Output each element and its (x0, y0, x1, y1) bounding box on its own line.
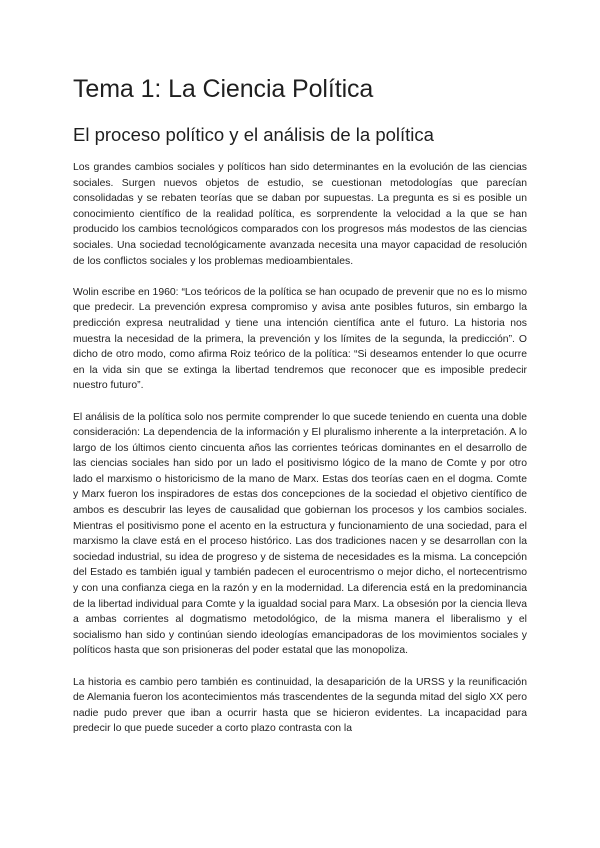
paragraph-4: La historia es cambio pero también es continuidad, la desaparición de la URSS y la reunificación de Alemania fueron los acontecimientos más trascendentes de la segunda mitad del siglo XX pero nadie pudo prever que iban a ocurrir hasta que se hicieron evidentes. La incapacidad para predecir lo que puede suceder a corto plazo contrasta con la (73, 676, 527, 735)
section-heading: El proceso político y el análisis de la política (73, 124, 434, 145)
paragraph-3: El análisis de la política solo nos permite comprender lo que sucede teniendo en cuenta una doble consideración: La dependencia de la información y El pluralismo inherente a la interpretación. A lo largo de los últimos ciento cincuenta años las corrientes teóricas dominantes en el desarrollo de las ciencias sociales han sido por un lado el positivismo lógico de la mano de Comte y por otro lado el marxismo o historicismo de la mano de Marx. Estas dos teorías caen en el dogma. Comte y Marx fueron los inspiradores de estas dos concepciones de la sociedad el objetivo científico de ambos es descubrir las leyes de causalidad que gobiernan los procesos y los cambios sociales. Mientras el positivismo pone el acento en la estructura y funcionamiento de una sociedad, para el marxismo la clave está en el proceso histórico. Las dos tradiciones nacen y se desarrollan con la sociedad industrial, su idea de progreso y de sistema de necesidades es la misma. La concepción del Estado es también igual y también padecen el eurocentrismo o mejor dicho, el nortecentrismo y con una confianza ciega en la razón y en la modernidad. La diferencia está en la predominancia de la libertad individual para Comte y la igualdad social para Marx. La obsesión por la ciencia lleva a ambas corrientes al dogmatismo metodológico, de la misma manera el liberalismo y el socialismo han sido y continúan siendo ideologías emancipadoras de los movimientos sociales y políticos hasta que son prisioneras del poder estatal que las monopoliza. (73, 411, 527, 657)
document-title: Tema 1: La Ciencia Política (73, 75, 374, 103)
paragraph-1: Los grandes cambios sociales y políticos han sido determinantes en la evolución de las ciencias sociales. Surgen nuevos objetos de estudio, se cuestionan metodologías que parecían consolidadas y se rebaten teorías que se daban por supuestas. La pregunta es si es posible un conocimiento científico de la realidad política, es sorprendente la velocidad a la que se han producido los cambios tecnológicos comparados con los progresos más modestos de las ciencias sociales. Una sociedad tecnológicamente avanzada necesita una mayor capacidad de resolución de los conflictos sociales y los problemas medioambientales. (73, 162, 527, 267)
paragraph-2: Wolin escribe en 1960: “Los teóricos de la política se han ocupado de prevenir que no es lo mismo que predecir. La prevención expresa compromiso y avisa ante posibles futuros, sin embargo la predicción expresa neutralidad y tiene una intención científica ante el futuro. La historia nos muestra la necesidad de la primera, la prevención y los límites de la segunda, la predicción”. O dicho de otro modo, como afirma Roiz teórico de la política: “Si deseamos entender lo que ocurre en la vida sin que se extinga la libertad tendremos que reconocer que es imposible predecir nuestro futuro”. (73, 286, 527, 392)
document-page (73, 72, 527, 753)
